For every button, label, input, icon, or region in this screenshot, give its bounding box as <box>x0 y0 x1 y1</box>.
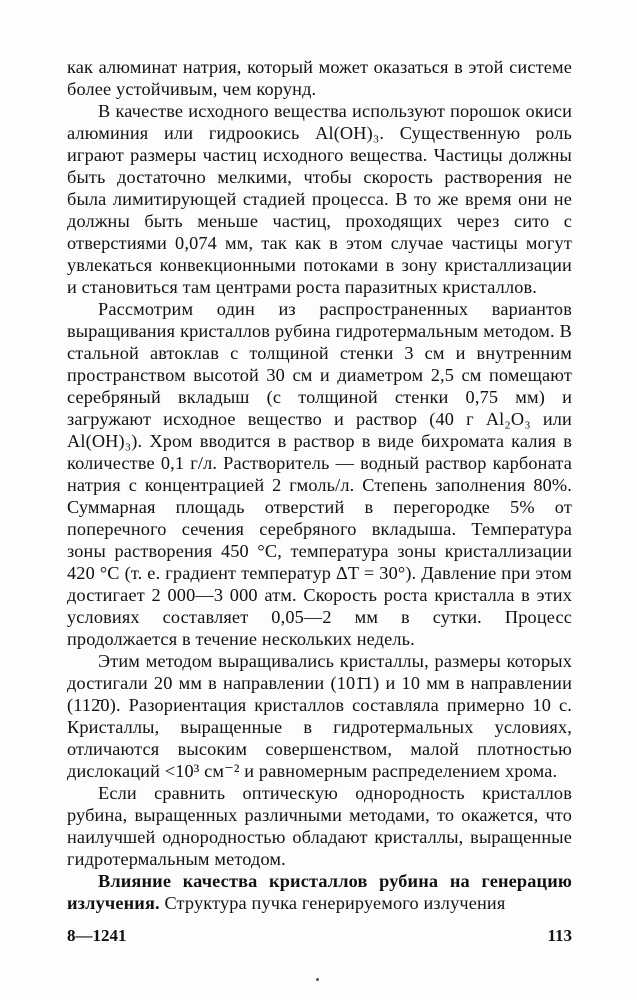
paragraph-6-text: Структура пучка генерируемого излучения <box>159 893 506 913</box>
paragraph-6 <box>67 870 572 914</box>
print-dot <box>316 978 319 981</box>
paragraph-3: Рассмотрим один из распространенных вариантов выращивания кристаллов рубина гидротермальным методом. В стальной автоклав с толщиной стенки 3 см и внутренним пространством высотой 30 см и диаметром 2,5 см помещают серебряный вкладыш (с толщиной стенки 0,75 мм) и загружают исходное вещество и раствор (40 г Al₂O₃ или Al(OH)₃). Хром вводится в раствор в виде бихромата калия в количестве 0,1 г/л. Растворитель — водный раствор карбоната натрия с концентрацией 2 гмоль/л. Степень заполнения 80%. Суммарная площадь отверстий в перегородке 5% от поперечного сечения серебряного вкладыша. Температура зоны растворения 450 °С, температура зоны кристаллизации 420 °С (т. е. градиент температур ΔT = 30°). Давление при этом достигает 2 000—3 000 атм. Скорость роста кристалла в этих условиях составляет 0,05—2 мм в сутки. Процесс продолжается в течение нескольких недель. <box>67 299 572 649</box>
page-number: 113 <box>547 926 572 945</box>
paragraph-4: Этим методом выращивались кристаллы, размеры которых достигали 20 мм в направлении (101̄1) и 10 мм в направлении (112̄0). Разориентация кристаллов составляла примерно 10 с. Кристаллы, выращенные в гидротермальных условиях, отличаются высоким совершенством, малой плотностью дислокаций <10³ см⁻² и равномерным распределением хрома. <box>67 651 572 781</box>
paragraph-5: Если сравнить оптическую однородность кристаллов рубина, выращенных различными методами, то окажется, что наилучшей однородностью обладают кристаллы, выращенные гидротермальным методом. <box>67 783 572 869</box>
paragraph-2: В качестве исходного вещества используют порошок окиси алюминия или гидроокись Al(OH)₃. Существенную роль играют размеры частиц исходного вещества. Частицы должны быть достаточно мелкими, чтобы скорость растворения не была лимитирующей стадией процесса. В то же время они не должны быть меньше частиц, проходящих через сито с отверстиями 0,074 мм, так как в этом случае частицы могут увлекаться конвекционными потоками в зону кристаллизации и становиться там центрами роста паразитных кристаллов. <box>67 101 572 297</box>
printer-signature: 8—1241 <box>67 926 127 945</box>
paragraph-1: как алюминат натрия, который может оказаться в этой системе более устойчивым, чем корунд. <box>67 57 572 99</box>
body-text <box>67 56 572 914</box>
section-heading: Влияние качества кристаллов рубина на генерацию излучения. <box>67 871 572 913</box>
